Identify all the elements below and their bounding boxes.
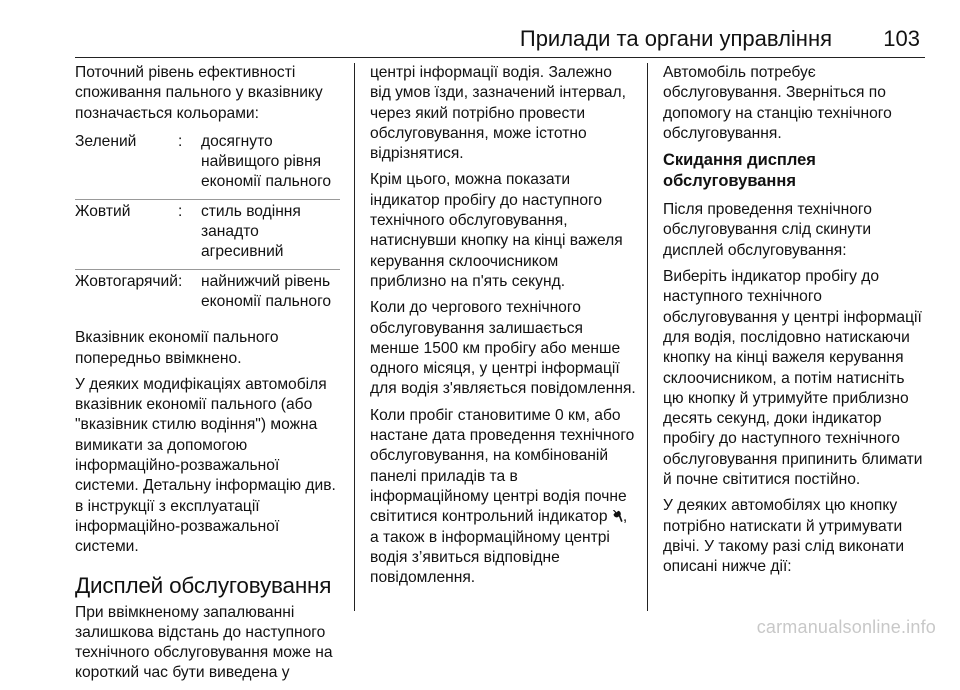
paragraph: Після проведення технічного обслуговування слід скинути дисплей обслуговування: [663, 201, 872, 259]
paragraph: У деяких автомобілях цю кнопку потрібно натискати й утримувати двічі. У такому разі слід виконати описані нижче дії: [663, 497, 905, 576]
section-heading: Дисплей обслуговування [75, 572, 332, 598]
page-header-title: Прилади та органи управління [519, 26, 832, 51]
legend-value: досягнуто найвищого рівня економії пального [200, 132, 332, 191]
paragraph: Поточний рівень ефективності споживання пального у вказівнику позначається кольорами: [75, 64, 323, 122]
paragraph-text: , а також в інформаційному центрі водія з’явиться відповідне повідомлення. [370, 508, 628, 587]
legend-separator: : [178, 269, 201, 318]
paragraph-text: Коли пробіг становитиме 0 км, або настане дата проведення технічного обслуговування, на комбінованій панелі приладів та в інформаційному центрі водія почне світитися контрольний індикатор [370, 406, 635, 526]
watermark: carmanualsonline.info [756, 617, 936, 637]
legend-key: Жовтогарячий [75, 269, 178, 318]
legend-key: Зелений [75, 132, 137, 150]
header-rule [75, 57, 925, 58]
legend-row [75, 269, 340, 318]
color-legend-table [75, 130, 340, 318]
legend-value: стиль водіння занадто агресивний [201, 199, 340, 269]
legend-row [75, 130, 340, 199]
paragraph: При ввімкненому запалюванні залишкова відстань до наступного технічного обслуговування може на короткий час бути виведена у [75, 603, 333, 682]
paragraph: Виберіть індикатор пробігу до наступного технічного обслуговування у центрі інформації для водія, послідовно натискаючи кнопку на кінці важеля керування склоочисником, а потім натисніть цю кнопку й утримуйте приблизно десять секунд, доки індикатор пробігу до наступного технічного обслуговування припинить блимати й почне світитися постійно. [663, 268, 923, 489]
paragraph: Коли до чергового технічного обслуговування залишається менше 1500 км пробігу або менше одного місяця, у центрі інформації для водія з'являється повідомлення. [370, 299, 636, 398]
column-divider [647, 63, 648, 611]
paragraph: Крім цього, можна показати індикатор пробігу до наступного технічного обслуговування, натиснувши кнопку на кінці важеля керування склоочисником приблизно на п'ять секунд. [370, 171, 623, 290]
legend-value: найнижчий рівень економії пального [201, 269, 340, 318]
wrench-icon [612, 509, 623, 523]
column-middle [370, 63, 636, 594]
column-right [663, 63, 928, 584]
paragraph: У деяких модифікаціях автомобіля вказівник економії пального (або "вказівник стилю водіння") можна вимикати за допомогою інформаційно-розважальної системи. Детальну інформацію див. в інструкції з експлуатації інформаційно-розважальної системи. [75, 375, 336, 556]
legend-row [75, 199, 340, 269]
column-divider [354, 63, 355, 611]
paragraph: центрі інформації водія. Залежно від умов їзди, зазначений інтервал, через який потрібно провести обслуговування, може істотно відрізнятися. [370, 64, 626, 163]
subsection-heading: Скидання дисплея обслуговування [663, 151, 816, 191]
page-number: 103 [883, 26, 920, 51]
paragraph: Вказівник економії пального попередньо ввімкнено. [75, 329, 279, 367]
paragraph: Автомобіль потребує обслуговування. Зверніться по допомогу на станцію технічного обслуговування. [663, 64, 892, 142]
legend-key: Жовтий [75, 199, 178, 269]
legend-separator: : [178, 199, 201, 269]
paragraph [370, 406, 636, 589]
legend-separator: : [177, 132, 183, 150]
column-left [75, 63, 340, 690]
